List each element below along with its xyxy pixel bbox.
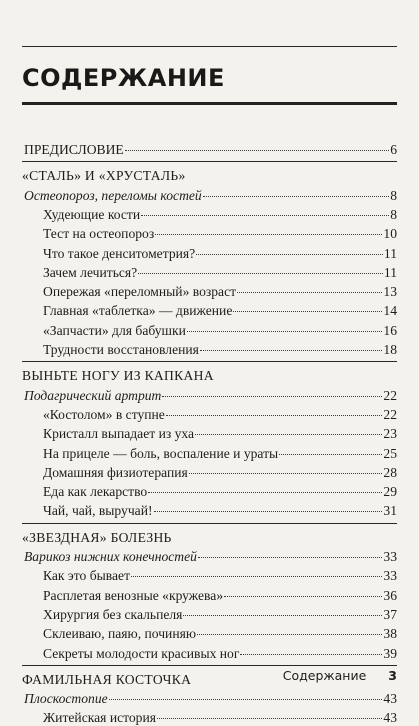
chapter-title: ВЫНЬТЕ НОГУ ИЗ КАПКАНА <box>22 368 214 384</box>
toc-entry[interactable] <box>43 483 397 500</box>
toc-page-number: 8 <box>390 206 397 222</box>
section-divider <box>22 665 397 666</box>
dot-leader <box>196 254 383 255</box>
toc-entry-title: Подагрический артрит <box>24 387 162 403</box>
toc-entry-title: На прицеле — боль, воспаление и ураты <box>43 445 279 461</box>
toc-chapter-subtitle[interactable] <box>24 387 397 404</box>
toc-chapter-subtitle[interactable] <box>24 548 397 565</box>
toc-page-number: 13 <box>383 284 397 300</box>
toc-entry[interactable] <box>43 625 397 642</box>
toc-entry-title: Трудности восстановления <box>43 342 199 357</box>
toc-page-number: 28 <box>383 464 397 480</box>
page-footer <box>283 668 397 683</box>
toc-entry[interactable] <box>43 341 397 358</box>
dot-leader <box>240 654 382 655</box>
dot-leader <box>155 234 382 235</box>
section-divider <box>22 161 397 162</box>
toc-entry-title: Еда как лекарство <box>43 484 148 500</box>
toc-entry-preface[interactable] <box>24 141 397 158</box>
dot-leader <box>198 557 382 558</box>
toc-entry[interactable] <box>43 464 397 481</box>
dot-leader <box>166 415 383 416</box>
dot-leader <box>203 196 389 197</box>
toc-entry-title: «Костолом» в ступне <box>43 406 165 422</box>
dot-leader <box>279 454 382 455</box>
toc-page-number: 37 <box>383 606 397 622</box>
dot-leader <box>148 492 382 493</box>
toc-chapter-subtitle[interactable] <box>24 187 397 204</box>
toc-page-number: 11 <box>383 264 397 280</box>
toc-page-number: 39 <box>383 645 397 661</box>
toc-page-number: 22 <box>383 387 397 403</box>
toc-entry-title: Варикоз нижних конечностей <box>24 549 197 564</box>
toc-page-number: 43 <box>383 710 397 726</box>
toc-page-number: 29 <box>383 484 397 500</box>
page-title: СОДЕРЖАНИЕ <box>22 64 225 92</box>
toc-page-number: 6 <box>390 142 397 157</box>
dot-leader <box>131 576 382 577</box>
toc-page-number: 31 <box>383 503 397 519</box>
dot-leader <box>109 699 383 700</box>
dot-leader <box>200 350 382 351</box>
toc-entry[interactable] <box>43 502 397 519</box>
dot-leader <box>195 434 382 435</box>
footer-section-label: Содержание <box>282 668 367 683</box>
toc-page-number: 22 <box>383 406 397 422</box>
toc-entry[interactable] <box>43 709 397 726</box>
toc-entry[interactable] <box>43 206 397 223</box>
toc-entry[interactable] <box>43 283 397 300</box>
toc-entry-title: Склеиваю, паяю, починяю <box>43 626 197 642</box>
dot-leader <box>189 473 383 474</box>
section-divider <box>22 361 397 362</box>
toc-entry[interactable] <box>43 567 397 584</box>
toc-page-number: 8 <box>390 187 397 203</box>
dot-leader <box>197 634 382 635</box>
toc-page-number: 10 <box>383 226 397 242</box>
toc-page-number: 14 <box>383 303 397 319</box>
toc-entry-title: Чай, чай, выручай! <box>43 503 153 519</box>
toc-entry[interactable] <box>43 645 397 662</box>
dot-leader <box>162 396 382 397</box>
dot-leader <box>233 311 382 312</box>
toc-entry-title: Расплетая венозные «кружева» <box>43 587 224 603</box>
toc-entry-title: Домашняя физиотерапия <box>43 464 188 480</box>
toc-entry-title: Секреты молодости красивых ног <box>43 645 240 661</box>
toc-entry-title: Худеющие кости <box>43 206 141 222</box>
toc-entry-title: Житейская история <box>43 710 157 726</box>
toc-entry-title: ПРЕДИСЛОВИЕ <box>24 142 124 157</box>
toc-page-number: 25 <box>383 445 397 461</box>
page-number: 3 <box>388 668 397 683</box>
toc-entry[interactable] <box>43 245 397 262</box>
toc-page-number: 16 <box>383 322 397 338</box>
chapter-title: «СТАЛЬ» И «ХРУСТАЛЬ» <box>22 168 186 184</box>
toc-entry[interactable] <box>43 322 397 339</box>
toc-entry-title: Хирургия без скальпеля <box>43 606 183 622</box>
toc-entry[interactable] <box>43 425 397 442</box>
dot-leader <box>125 150 389 151</box>
toc-page-number: 18 <box>383 342 397 357</box>
toc-entry-title: Как это бывает <box>43 568 131 584</box>
chapter-title: «ЗВЕЗДНАЯ» БОЛЕЗНЬ <box>22 529 172 545</box>
toc-entry-title: «Запчасти» для бабушки <box>43 322 186 338</box>
toc-entry-title: Остеопороз, переломы костей <box>24 187 202 203</box>
dot-leader <box>224 596 382 597</box>
toc-entry-title: Тест на остеопороз <box>43 226 155 242</box>
chapter-title: ФАМИЛЬНАЯ КОСТОЧКА <box>22 671 192 687</box>
dot-leader <box>157 718 382 719</box>
toc-page-number: 36 <box>383 587 397 603</box>
dot-leader <box>237 292 382 293</box>
toc-page-number: 23 <box>383 426 397 442</box>
toc-entry[interactable] <box>43 406 397 423</box>
toc-entry-title: Кристалл выпадает из уха <box>43 426 195 442</box>
toc-page-number: 11 <box>383 245 397 261</box>
dot-leader <box>187 331 383 332</box>
toc-entry[interactable] <box>43 302 397 319</box>
toc-entry[interactable] <box>43 264 397 281</box>
toc-entry[interactable] <box>43 445 397 462</box>
toc-page-number: 33 <box>383 549 397 564</box>
dot-leader <box>154 511 383 512</box>
toc-entry-title: Зачем лечиться? <box>43 264 138 280</box>
dot-leader <box>141 215 389 216</box>
section-divider <box>22 523 397 524</box>
toc-page-number: 43 <box>383 691 397 707</box>
toc-entry[interactable] <box>43 587 397 604</box>
toc-entry-title: Плоскостопие <box>24 691 108 707</box>
toc-entry-title: Главная «таблетка» — движение <box>43 303 233 319</box>
toc-entry[interactable] <box>43 225 397 242</box>
dot-leader <box>138 273 383 274</box>
toc-entry[interactable] <box>43 606 397 623</box>
toc-page-number: 33 <box>383 568 397 584</box>
toc-entry-title: Опережая «переломный» возраст <box>43 284 237 300</box>
dot-leader <box>183 615 382 616</box>
toc-page-number: 38 <box>383 626 397 642</box>
toc-entry-title: Что такое денситометрия? <box>43 245 196 261</box>
